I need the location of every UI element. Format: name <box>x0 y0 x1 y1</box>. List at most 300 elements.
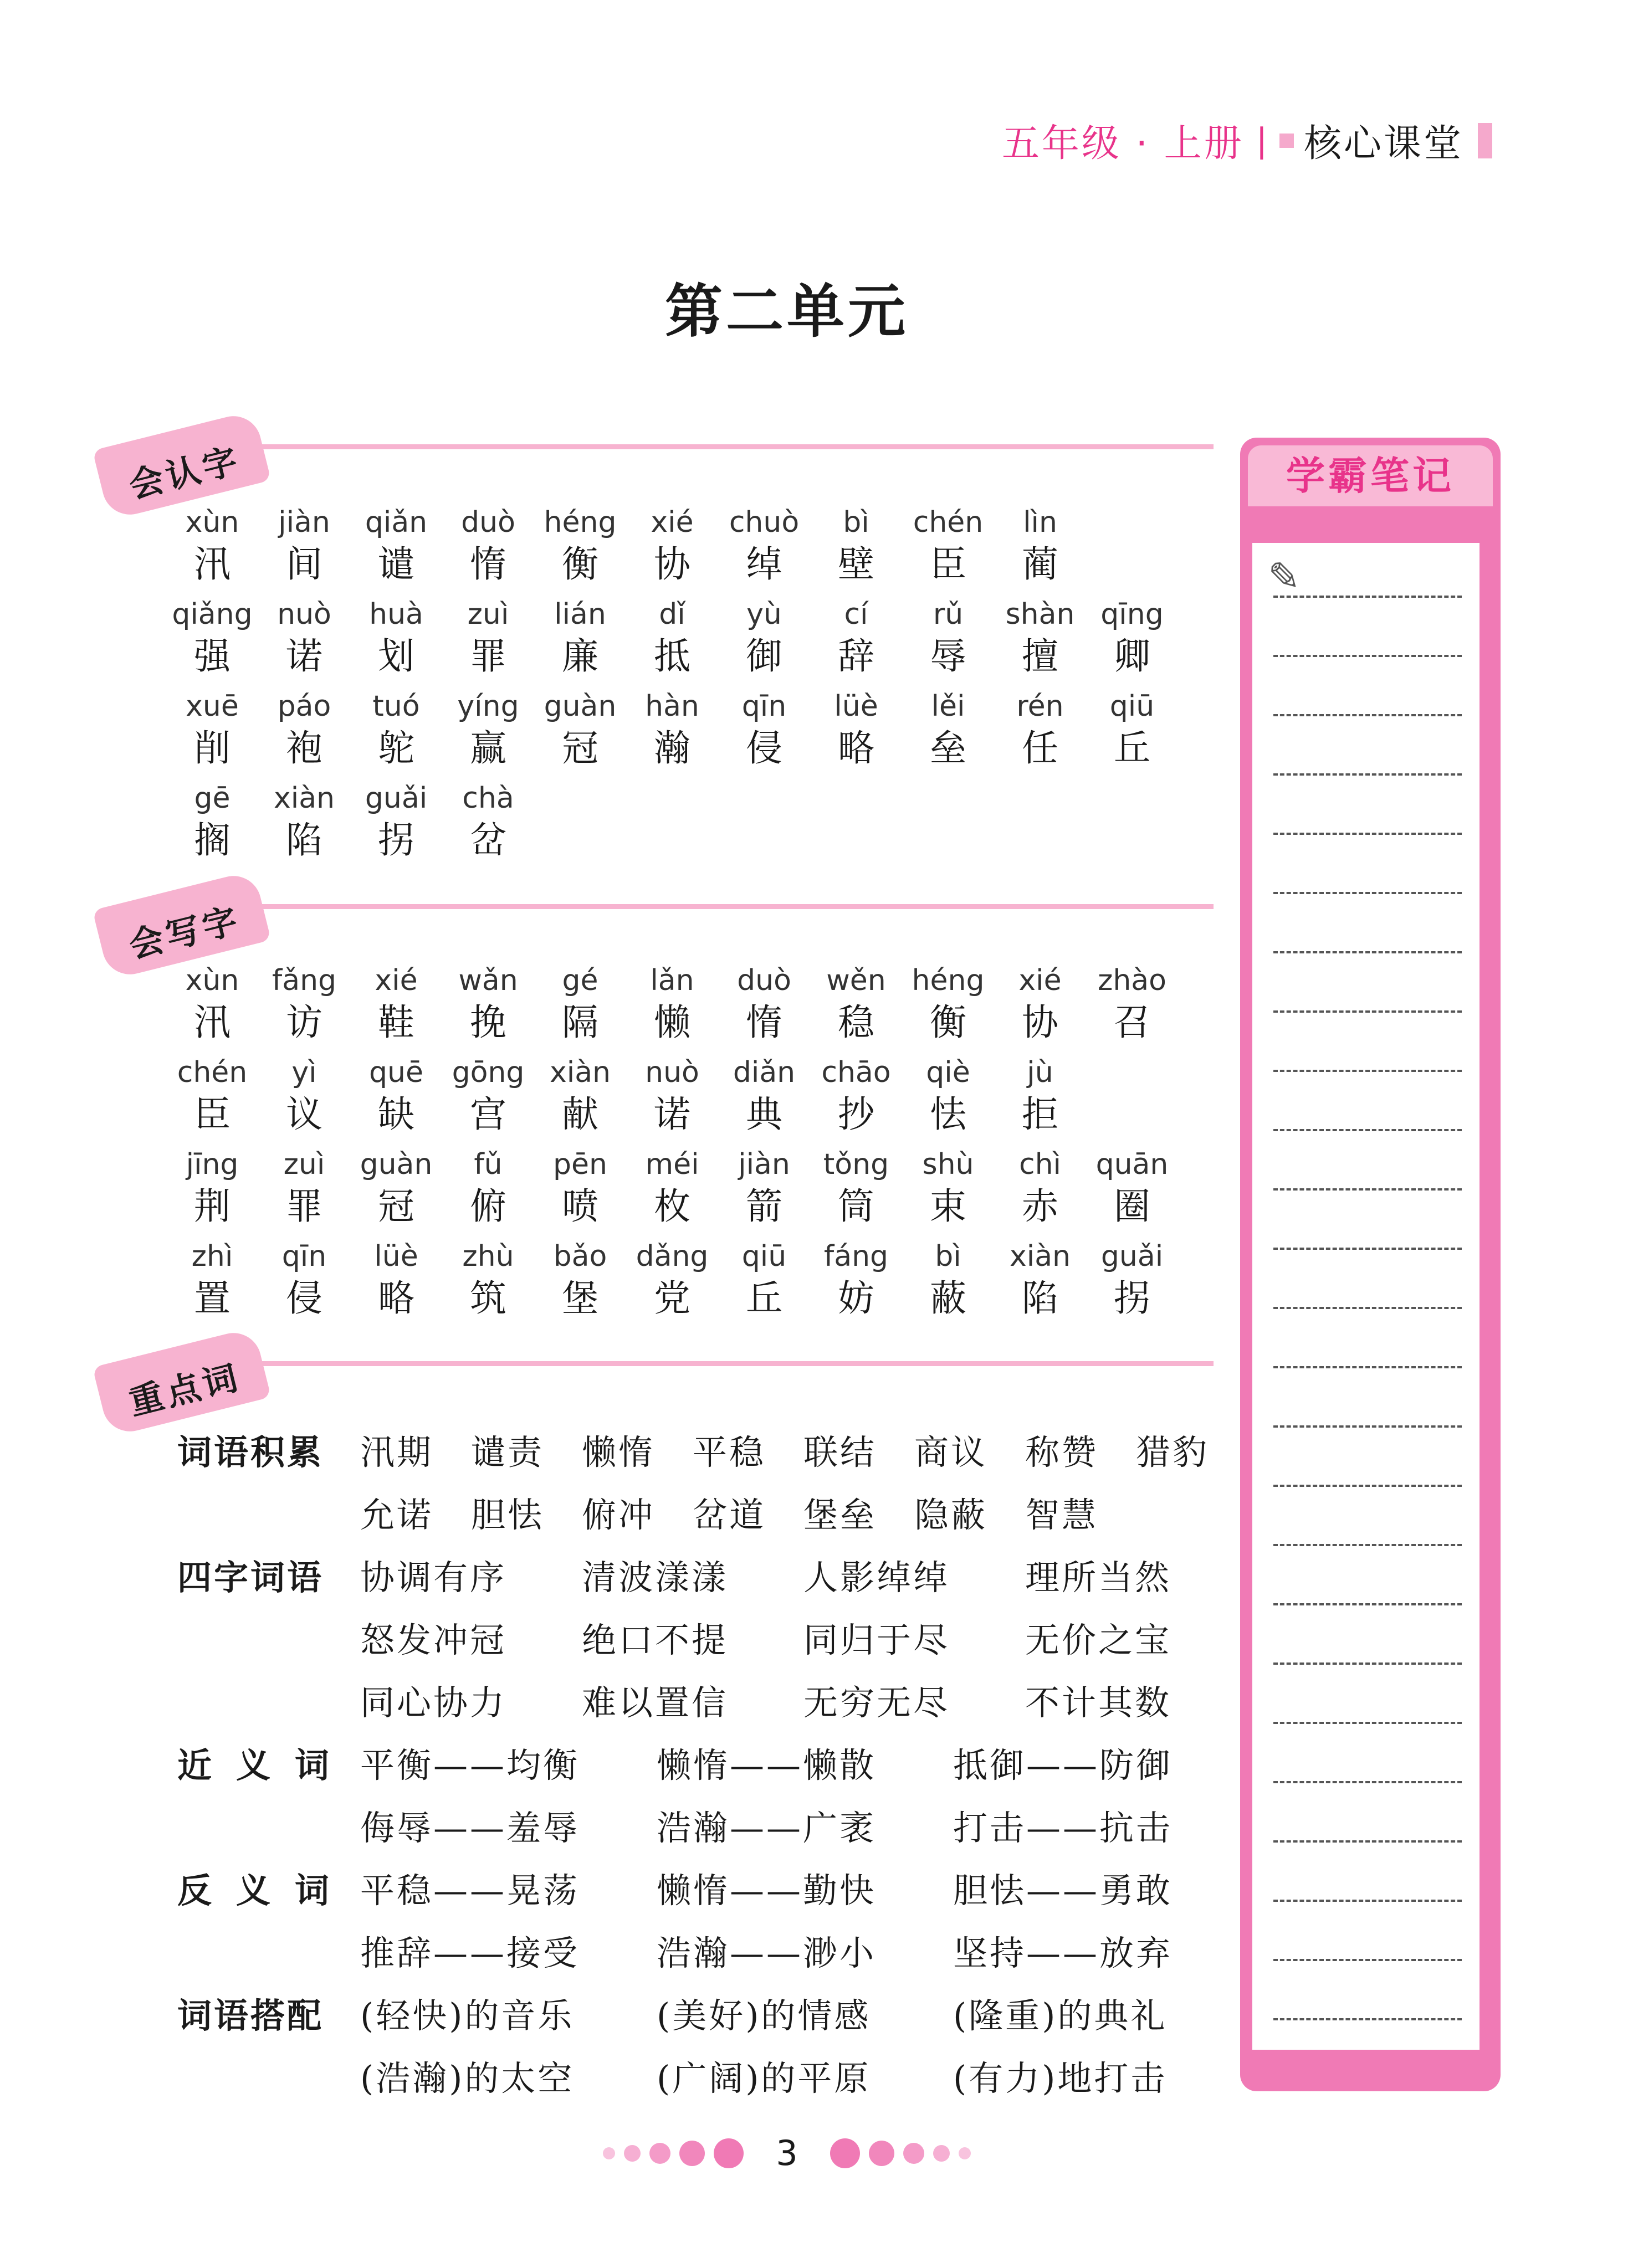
hanzi: 陷 <box>1022 1277 1058 1320</box>
keyword: 智慧 <box>1025 1495 1099 1535</box>
hanzi: 抄 <box>838 1093 874 1136</box>
pinyin: gē <box>194 782 231 815</box>
char-cell <box>810 501 902 593</box>
pinyin: lìn <box>1023 506 1057 539</box>
pinyin: bì <box>935 1240 961 1273</box>
pinyin: fǎng <box>272 964 337 997</box>
char-cell <box>166 1235 258 1327</box>
pinyin: zhào <box>1098 964 1166 997</box>
hanzi: 隔 <box>562 1001 598 1044</box>
keyword: 懒惰 <box>582 1432 656 1472</box>
char-cell <box>994 593 1086 685</box>
hanzi: 赤 <box>1022 1185 1058 1228</box>
hanzi: 置 <box>194 1277 231 1320</box>
pinyin: diǎn <box>733 1056 796 1089</box>
char-cell <box>718 501 810 593</box>
hanzi: 任 <box>1022 727 1058 769</box>
header-divider: | <box>1256 121 1267 160</box>
note-line <box>1273 892 1462 894</box>
char-cell <box>350 501 442 593</box>
hanzi: 壁 <box>838 543 874 586</box>
hanzi: 枚 <box>654 1185 690 1228</box>
note-line <box>1273 1070 1462 1072</box>
hanzi: 间 <box>286 543 322 586</box>
hanzi: 鞋 <box>378 1001 414 1044</box>
char-cell <box>902 1051 994 1143</box>
keywords-row <box>177 1919 1250 1982</box>
pinyin: hàn <box>645 690 699 723</box>
hanzi: 丘 <box>746 1277 782 1320</box>
char-cell <box>534 1235 626 1327</box>
pinyin: guàn <box>544 690 617 723</box>
hanzi: 谴 <box>378 543 414 586</box>
char-cell <box>1086 1235 1178 1327</box>
notes-title: 学霸笔记 <box>1248 445 1493 506</box>
collocation: (隆重)的典礼 <box>953 1995 1168 2036</box>
pinyin: méi <box>645 1148 699 1181</box>
hanzi: 召 <box>1114 1001 1150 1044</box>
category-label: 词语搭配 <box>177 1995 324 2036</box>
char-cell <box>350 1051 442 1143</box>
keyword: 不计其数 <box>1025 1682 1172 1723</box>
hanzi: 侵 <box>746 727 782 769</box>
word-pair: 懒惰——勤快 <box>657 1870 877 1911</box>
char-cell <box>166 1143 258 1235</box>
note-line <box>1273 1129 1462 1131</box>
char-cell <box>442 685 534 777</box>
hanzi: 略 <box>838 727 874 769</box>
char-cell <box>534 685 626 777</box>
keyword: 清波漾漾 <box>582 1557 729 1598</box>
note-line <box>1273 714 1462 716</box>
char-cell <box>350 959 442 1051</box>
pinyin: chuò <box>729 506 800 539</box>
hanzi: 惰 <box>470 543 506 586</box>
pinyin: qiǎn <box>365 506 428 539</box>
hanzi: 鸵 <box>378 727 414 769</box>
hanzi: 陷 <box>286 819 322 861</box>
hanzi: 协 <box>1022 1001 1058 1044</box>
pinyin: zhù <box>462 1240 514 1273</box>
char-cell <box>350 1235 442 1327</box>
char-cell <box>810 959 902 1051</box>
pinyin: qīng <box>1100 598 1164 631</box>
hanzi: 堡 <box>562 1277 598 1320</box>
char-cell <box>718 1051 810 1143</box>
hanzi: 罪 <box>470 635 506 678</box>
pinyin: chì <box>1019 1148 1061 1181</box>
pinyin: xié <box>375 964 418 997</box>
char-cell <box>810 1143 902 1235</box>
section-divider <box>260 904 1214 909</box>
word-pair: 平衡——均衡 <box>360 1745 580 1785</box>
char-row <box>166 1143 1178 1235</box>
hanzi: 党 <box>654 1277 690 1320</box>
note-line <box>1273 1722 1462 1724</box>
hanzi: 诺 <box>654 1093 690 1136</box>
hanzi: 喷 <box>562 1185 598 1228</box>
keywords-row <box>177 1669 1250 1731</box>
hanzi: 侵 <box>286 1277 322 1320</box>
pinyin: qīn <box>281 1240 327 1273</box>
square-icon <box>1279 134 1294 148</box>
char-cell <box>810 593 902 685</box>
char-cell <box>442 501 534 593</box>
keyword: 称赞 <box>1025 1432 1099 1472</box>
dot-icon <box>830 2138 860 2168</box>
hanzi: 划 <box>378 635 414 678</box>
char-row <box>166 501 1178 593</box>
keyword: 猎豹 <box>1136 1432 1210 1472</box>
word-pair: 浩瀚——渺小 <box>657 1933 877 1973</box>
char-cell <box>902 1235 994 1327</box>
char-cell <box>442 1051 534 1143</box>
dot-icon <box>603 2147 615 2159</box>
hanzi: 赢 <box>470 727 506 769</box>
keyword: 堡垒 <box>803 1495 877 1535</box>
char-cell <box>534 959 626 1051</box>
hanzi: 擅 <box>1022 635 1058 678</box>
hanzi: 筒 <box>838 1185 874 1228</box>
char-cell <box>626 959 718 1051</box>
pinyin: chén <box>177 1056 248 1089</box>
hanzi: 懒 <box>654 1001 690 1044</box>
pinyin: qiè <box>926 1056 970 1089</box>
keyword: 联结 <box>803 1432 877 1472</box>
char-cell <box>1086 685 1178 777</box>
char-cell <box>258 959 350 1051</box>
note-line <box>1273 951 1462 953</box>
hanzi: 搁 <box>194 819 231 861</box>
hanzi: 削 <box>194 727 231 769</box>
pinyin: héng <box>544 506 617 539</box>
pinyin: lěi <box>931 690 965 723</box>
bar-icon <box>1478 123 1492 158</box>
char-cell <box>258 1235 350 1327</box>
pinyin: fǔ <box>474 1148 503 1181</box>
note-line <box>1273 1959 1462 1961</box>
category-label: 词语积累 <box>177 1432 324 1472</box>
note-line <box>1273 655 1462 657</box>
char-cell <box>258 501 350 593</box>
pinyin: xiàn <box>549 1056 611 1089</box>
char-cell <box>994 1143 1086 1235</box>
char-cell <box>810 1235 902 1327</box>
word-pair: 平稳——晃荡 <box>360 1870 580 1911</box>
char-cell <box>442 593 534 685</box>
char-cell <box>258 777 350 869</box>
pinyin: shù <box>922 1148 974 1181</box>
pinyin: xuē <box>186 690 239 723</box>
note-line <box>1273 1662 1462 1665</box>
keyword: 绝口不提 <box>582 1620 729 1660</box>
hanzi: 丘 <box>1114 727 1150 769</box>
pinyin: jù <box>1027 1056 1053 1089</box>
hanzi: 辞 <box>838 635 874 678</box>
note-line <box>1273 1485 1462 1487</box>
section-divider <box>260 1361 1214 1366</box>
pinyin: wěn <box>826 964 886 997</box>
note-line <box>1273 833 1462 835</box>
pinyin: jīng <box>186 1148 239 1181</box>
char-cell <box>902 593 994 685</box>
char-cell <box>166 685 258 777</box>
char-row <box>166 1051 1178 1143</box>
section-label-text: 重点词 <box>125 1356 245 1423</box>
pinyin: xié <box>1018 964 1062 997</box>
dot-icon <box>649 2143 670 2164</box>
pinyin: qiǎng <box>172 598 253 631</box>
char-cell <box>718 959 810 1051</box>
pinyin: wǎn <box>458 964 518 997</box>
char-cell <box>534 1051 626 1143</box>
dot-icon <box>714 2138 744 2168</box>
char-cell <box>718 685 810 777</box>
word-pair: 坚持——放弃 <box>953 1933 1173 1973</box>
collocation: (轻快)的音乐 <box>360 1995 575 2036</box>
char-cell <box>258 1143 350 1235</box>
pinyin: chāo <box>821 1056 891 1089</box>
dot-icon <box>679 2141 705 2166</box>
hanzi: 御 <box>746 635 782 678</box>
keyword: 怒发冲冠 <box>360 1620 507 1660</box>
keyword: 俯冲 <box>582 1495 656 1535</box>
write-char-grid <box>166 959 1178 1327</box>
hanzi: 拒 <box>1022 1093 1058 1136</box>
hanzi: 垒 <box>930 727 966 769</box>
pinyin: jiàn <box>738 1148 790 1181</box>
word-pair: 打击——抗击 <box>953 1808 1173 1848</box>
section-divider <box>260 444 1214 449</box>
pinyin: gōng <box>452 1056 525 1089</box>
collocation: (浩瀚)的太空 <box>360 2058 575 2098</box>
hanzi: 衡 <box>930 1001 966 1044</box>
note-line <box>1273 1366 1462 1368</box>
page-title: 第二单元 <box>664 278 909 345</box>
hanzi: 臣 <box>930 543 966 586</box>
pinyin: guàn <box>360 1148 433 1181</box>
hanzi: 臣 <box>194 1093 231 1136</box>
hanzi: 妨 <box>838 1277 874 1320</box>
hanzi: 惰 <box>746 1001 782 1044</box>
pinyin: nuò <box>645 1056 699 1089</box>
pinyin: qiū <box>741 1240 787 1273</box>
note-line <box>1273 1425 1462 1428</box>
pinyin: quān <box>1095 1148 1169 1181</box>
char-cell <box>166 501 258 593</box>
pinyin: chén <box>913 506 984 539</box>
note-line <box>1273 1603 1462 1605</box>
pinyin: gé <box>562 964 598 997</box>
keyword: 胆怯 <box>471 1495 545 1535</box>
keywords-row <box>177 1731 1250 1794</box>
char-cell <box>718 1235 810 1327</box>
hanzi: 汛 <box>194 543 231 586</box>
keyword: 协调有序 <box>360 1557 507 1598</box>
note-line <box>1273 2018 1462 2020</box>
char-cell <box>626 1143 718 1235</box>
char-cell <box>350 777 442 869</box>
pinyin: xiàn <box>273 782 335 815</box>
pinyin: héng <box>912 964 985 997</box>
char-cell <box>718 593 810 685</box>
hanzi: 典 <box>746 1093 782 1136</box>
char-cell <box>258 593 350 685</box>
keywords-table <box>177 1418 1250 2107</box>
course-label: 核心课堂 <box>1303 122 1463 166</box>
keyword: 商议 <box>914 1432 988 1472</box>
pinyin: bǎo <box>553 1240 607 1273</box>
notes-panel <box>1240 438 1501 2091</box>
hanzi: 略 <box>378 1277 414 1320</box>
dot-icon <box>624 2145 641 2162</box>
category-label: 近义词 <box>177 1745 354 1785</box>
note-line <box>1273 1544 1462 1546</box>
char-cell <box>1086 1143 1178 1235</box>
pinyin: yíng <box>457 690 519 723</box>
pinyin: yì <box>291 1056 317 1089</box>
collocation: (广阔)的平原 <box>657 2058 871 2098</box>
char-cell <box>626 1051 718 1143</box>
pinyin: jiàn <box>278 506 330 539</box>
hanzi: 荆 <box>194 1185 231 1228</box>
recognize-char-grid <box>166 501 1178 869</box>
hanzi: 岔 <box>470 819 506 861</box>
pinyin: páo <box>277 690 331 723</box>
char-cell <box>902 1143 994 1235</box>
hanzi: 束 <box>930 1185 966 1228</box>
hanzi: 廉 <box>562 635 598 678</box>
char-row <box>166 959 1178 1051</box>
word-pair: 懒惰——懒散 <box>657 1745 877 1785</box>
hanzi: 缺 <box>378 1093 414 1136</box>
page-header <box>1002 114 1492 167</box>
note-line <box>1273 1248 1462 1250</box>
hanzi: 拐 <box>378 819 414 861</box>
pinyin: huà <box>369 598 423 631</box>
pinyin: lüè <box>374 1240 418 1273</box>
char-row <box>166 685 1178 777</box>
char-cell <box>810 1051 902 1143</box>
pinyin: lǎn <box>650 964 694 997</box>
pinyin: chà <box>462 782 514 815</box>
char-cell <box>994 685 1086 777</box>
char-cell <box>350 1143 442 1235</box>
keywords-row <box>177 1856 1250 1919</box>
pinyin: dǎng <box>636 1240 709 1273</box>
pinyin: duò <box>461 506 515 539</box>
hanzi: 强 <box>194 635 231 678</box>
hanzi: 筑 <box>470 1277 506 1320</box>
hanzi: 献 <box>562 1093 598 1136</box>
pinyin: rén <box>1016 690 1064 723</box>
char-cell <box>258 685 350 777</box>
word-pair: 抵御——防御 <box>953 1745 1173 1785</box>
hanzi: 冠 <box>562 727 598 769</box>
keyword: 同归于尽 <box>803 1620 950 1660</box>
keyword: 同心协力 <box>360 1682 507 1723</box>
notes-area[interactable] <box>1252 543 1479 2050</box>
pinyin: quē <box>369 1056 423 1089</box>
grade-label: 五年级 · 上册 <box>1001 122 1244 166</box>
hanzi: 罪 <box>286 1185 322 1228</box>
collocation: (美好)的情感 <box>657 1995 871 2036</box>
char-cell <box>166 777 258 869</box>
keyword: 隐蔽 <box>914 1495 988 1535</box>
hanzi: 拐 <box>1114 1277 1150 1320</box>
keyword: 允诺 <box>360 1495 434 1535</box>
pinyin: pēn <box>553 1148 607 1181</box>
char-cell <box>902 501 994 593</box>
note-line <box>1273 596 1462 598</box>
pinyin: cí <box>844 598 868 631</box>
pinyin: tuó <box>372 690 420 723</box>
word-pair: 浩瀚——广袤 <box>657 1808 877 1848</box>
hanzi: 挽 <box>470 1001 506 1044</box>
page-number: 3 <box>776 2133 798 2173</box>
pinyin: tǒng <box>823 1148 889 1181</box>
pinyin: guǎi <box>365 782 428 815</box>
keyword: 无穷无尽 <box>803 1682 950 1723</box>
keywords-row <box>177 1418 1250 1481</box>
char-cell <box>902 685 994 777</box>
hanzi: 绰 <box>746 543 782 586</box>
pinyin: zuì <box>283 1148 325 1181</box>
char-cell <box>626 501 718 593</box>
pinyin: zuì <box>467 598 509 631</box>
hanzi: 访 <box>286 1001 322 1044</box>
section-label-text: 会写字 <box>125 899 245 966</box>
note-line <box>1273 1010 1462 1013</box>
hanzi: 瀚 <box>654 727 690 769</box>
category-label: 四字词语 <box>177 1557 324 1598</box>
keywords-row <box>177 2044 1250 2107</box>
char-cell <box>534 593 626 685</box>
dot-icon <box>933 2145 950 2162</box>
hanzi: 怯 <box>930 1093 966 1136</box>
hanzi: 袍 <box>286 727 322 769</box>
hanzi: 俯 <box>470 1185 506 1228</box>
keyword: 人影绰绰 <box>803 1557 950 1598</box>
note-line <box>1273 1900 1462 1902</box>
char-cell <box>166 593 258 685</box>
char-cell <box>994 501 1086 593</box>
char-cell <box>626 1235 718 1327</box>
hanzi: 冠 <box>378 1185 414 1228</box>
char-cell <box>626 593 718 685</box>
keyword: 谴责 <box>471 1432 545 1472</box>
char-cell <box>1086 593 1178 685</box>
pinyin: rǔ <box>933 598 964 631</box>
hanzi: 协 <box>654 543 690 586</box>
char-row <box>166 1235 1178 1327</box>
pinyin: xùn <box>185 506 239 539</box>
char-cell <box>902 959 994 1051</box>
char-cell <box>534 1143 626 1235</box>
collocation: (有力)地打击 <box>953 2058 1168 2098</box>
pinyin: dǐ <box>659 598 685 631</box>
hanzi: 抵 <box>654 635 690 678</box>
char-cell <box>166 1051 258 1143</box>
hanzi: 蔽 <box>930 1277 966 1320</box>
keywords-row <box>177 1481 1250 1543</box>
pinyin: lüè <box>834 690 878 723</box>
pencil-icon: ✎ <box>1268 554 1301 599</box>
dot-icon <box>959 2147 971 2159</box>
hanzi: 诺 <box>286 635 322 678</box>
keywords-row <box>177 1794 1250 1856</box>
word-pair: 胆怯——勇敢 <box>953 1870 1173 1911</box>
